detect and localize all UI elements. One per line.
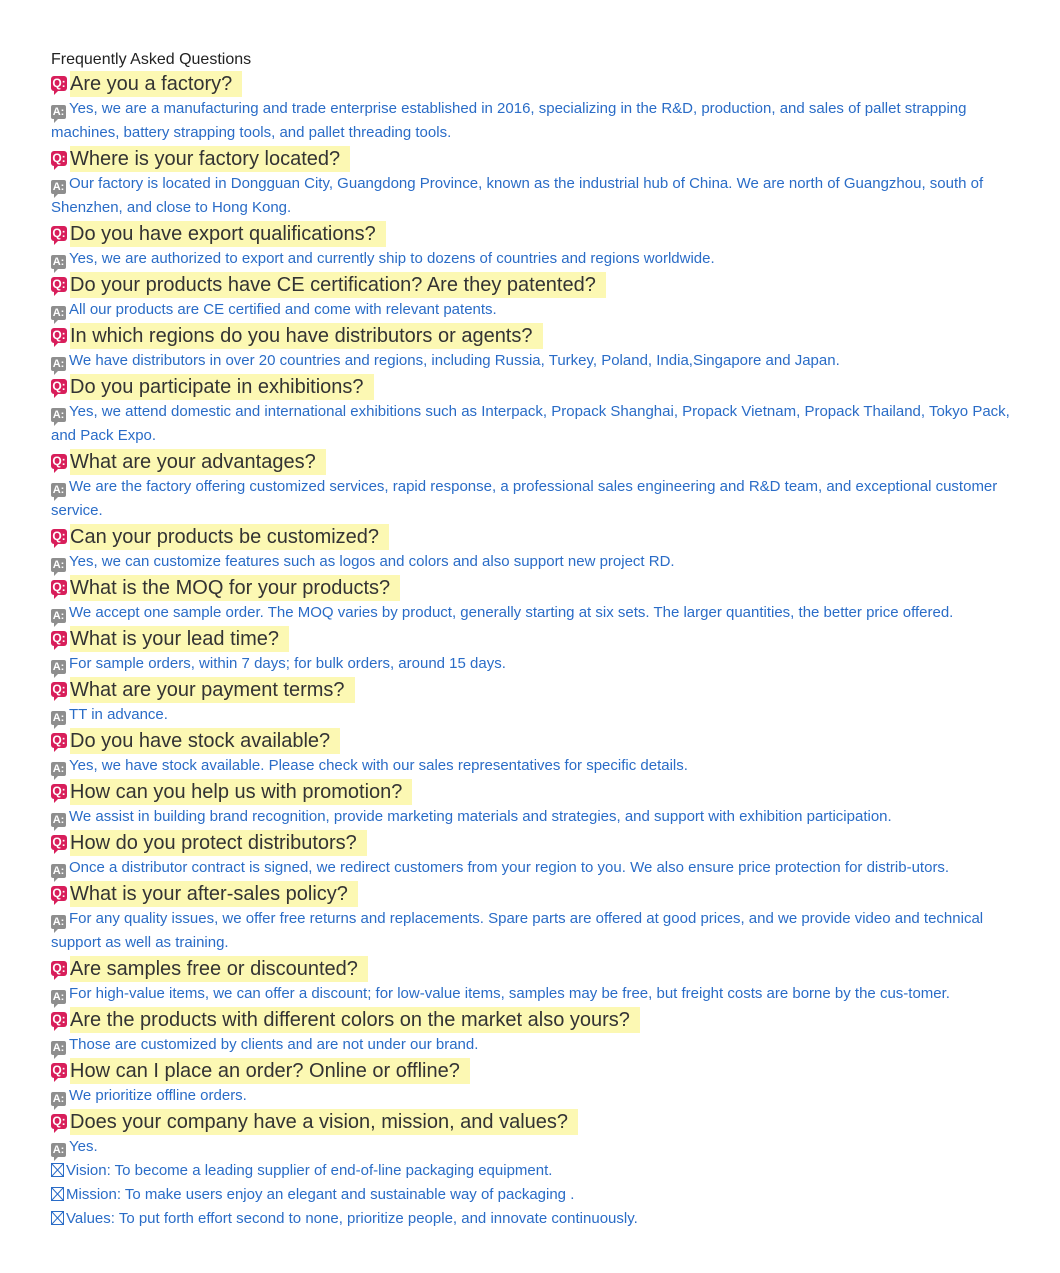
- question-badge-icon: Q:: [52, 1012, 66, 1026]
- question-badge-icon: Q:: [52, 682, 66, 696]
- question-row: [51, 70, 1011, 97]
- question-row: [51, 1006, 1011, 1033]
- answer-text: For sample orders, within 7 days; for bulk orders, around 15 days.: [69, 655, 506, 672]
- answer-badge-icon: A:: [52, 1042, 65, 1054]
- question-text: Do you have export qualifications?: [70, 221, 386, 247]
- answer-text: Our factory is located in Dongguan City, Guangdong Province, known as the industrial hub of China. We are north of Guangzhou, south of Shenzhen, and close to Hong Kong.: [51, 175, 984, 216]
- question-text: Can your products be customized?: [70, 524, 389, 550]
- question-badge-icon: Q:: [52, 379, 66, 393]
- question-row: [51, 727, 1011, 754]
- faq-item: [51, 829, 1011, 880]
- question-badge-icon: Q:: [52, 580, 66, 594]
- faq-list: [51, 70, 1011, 1159]
- question-badge-icon: Q:: [52, 76, 66, 90]
- question-row: [51, 220, 1011, 247]
- faq-item: [51, 880, 1011, 955]
- question-text: Where is your factory located?: [70, 146, 350, 172]
- question-text: Are the products with different colors on the market also yours?: [70, 1007, 640, 1033]
- answer-badge-icon: A:: [52, 409, 65, 421]
- answer-row: [51, 754, 1011, 778]
- answer-badge-icon: A:: [52, 106, 65, 118]
- question-text: What are your payment terms?: [70, 677, 355, 703]
- statement-text: Vision: To become a leading supplier of end-of-line packaging equipment.: [66, 1162, 553, 1179]
- answer-text: Yes.: [69, 1138, 98, 1155]
- question-badge-icon: Q:: [52, 1063, 66, 1077]
- answer-row: [51, 550, 1011, 574]
- statement-text: Values: To put forth effort second to none, prioritize people, and innovate continuously.: [66, 1210, 638, 1227]
- answer-row: [51, 982, 1011, 1006]
- answer-badge-icon: A:: [52, 484, 65, 496]
- answer-row: [51, 601, 1011, 625]
- answer-row: [51, 805, 1011, 829]
- answer-row: [51, 400, 1011, 448]
- faq-item: [51, 373, 1011, 448]
- question-row: [51, 523, 1011, 550]
- question-badge-icon: Q:: [52, 886, 66, 900]
- answer-text: We prioritize offline orders.: [69, 1087, 247, 1104]
- question-row: [51, 625, 1011, 652]
- question-badge-icon: Q:: [52, 733, 66, 747]
- faq-item: [51, 727, 1011, 778]
- faq-page: [51, 50, 1011, 1231]
- question-row: [51, 676, 1011, 703]
- answer-badge-icon: A:: [52, 763, 65, 775]
- faq-item: [51, 322, 1011, 373]
- question-row: [51, 145, 1011, 172]
- question-row: [51, 1108, 1011, 1135]
- question-badge-icon: Q:: [52, 328, 66, 342]
- faq-item: [51, 676, 1011, 727]
- faq-item: [51, 220, 1011, 271]
- answer-badge-icon: A:: [52, 916, 65, 928]
- answer-row: [51, 349, 1011, 373]
- question-badge-icon: Q:: [52, 784, 66, 798]
- answer-row: [51, 247, 1011, 271]
- answer-badge-icon: A:: [52, 661, 65, 673]
- answer-row: [51, 856, 1011, 880]
- boxed-x-icon: [51, 1187, 64, 1201]
- question-row: [51, 829, 1011, 856]
- answer-text: Those are customized by clients and are not under our brand.: [69, 1036, 479, 1053]
- faq-item: [51, 271, 1011, 322]
- boxed-x-icon: [51, 1163, 64, 1177]
- question-row: [51, 880, 1011, 907]
- faq-item: [51, 448, 1011, 523]
- question-text: Do you have stock available?: [70, 728, 340, 754]
- question-text: In which regions do you have distributors or agents?: [70, 323, 543, 349]
- answer-badge-icon: A:: [52, 865, 65, 877]
- faq-item: [51, 523, 1011, 574]
- answer-text: Yes, we are a manufacturing and trade enterprise established in 2016, specializing in the R&D, production, and sales of pallet strapping machines, battery strapping tools, and pallet threading tools.: [51, 100, 967, 141]
- answer-text: For high-value items, we can offer a discount; for low-value items, samples may be free, but freight costs are borne by the cus-tomer.: [69, 985, 950, 1002]
- answer-badge-icon: A:: [52, 712, 65, 724]
- question-text: How can you help us with promotion?: [70, 779, 412, 805]
- question-row: [51, 448, 1011, 475]
- answer-text: Yes, we have stock available. Please check with our sales representatives for specific details.: [69, 757, 688, 774]
- answer-badge-icon: A:: [52, 559, 65, 571]
- question-text: How do you protect distributors?: [70, 830, 367, 856]
- answer-text: For any quality issues, we offer free returns and replacements. Spare parts are offered at good prices, and we provide video and technical support as well as training.: [51, 910, 984, 951]
- answer-text: All our products are CE certified and come with relevant patents.: [69, 301, 497, 318]
- question-text: Does your company have a vision, mission, and values?: [70, 1109, 578, 1135]
- question-row: [51, 955, 1011, 982]
- answer-row: [51, 97, 1011, 145]
- question-text: How can I place an order? Online or offline?: [70, 1058, 470, 1084]
- question-badge-icon: Q:: [52, 529, 66, 543]
- answer-row: [51, 907, 1011, 955]
- question-badge-icon: Q:: [52, 1114, 66, 1128]
- answer-row: [51, 703, 1011, 727]
- answer-badge-icon: A:: [52, 610, 65, 622]
- answer-text: Yes, we can customize features such as logos and colors and also support new project RD.: [69, 553, 675, 570]
- question-row: [51, 322, 1011, 349]
- answer-row: [51, 652, 1011, 676]
- question-row: [51, 373, 1011, 400]
- faq-item: [51, 145, 1011, 220]
- answer-text: We accept one sample order. The MOQ varies by product, generally starting at six sets. The larger quantities, the better price offered.: [69, 604, 954, 621]
- question-badge-icon: Q:: [52, 277, 66, 291]
- answer-row: [51, 298, 1011, 322]
- faq-item: [51, 955, 1011, 1006]
- answer-badge-icon: A:: [52, 1144, 65, 1156]
- answer-text: TT in advance.: [69, 706, 168, 723]
- answer-text: We assist in building brand recognition, provide marketing materials and strategies, and support with exhibition participation.: [69, 808, 892, 825]
- boxed-x-icon: [51, 1211, 64, 1225]
- question-badge-icon: Q:: [52, 226, 66, 240]
- statement-line: [51, 1183, 1011, 1207]
- statement-text: Mission: To make users enjoy an elegant and sustainable way of packaging .: [66, 1186, 575, 1203]
- question-badge-icon: Q:: [52, 961, 66, 975]
- answer-badge-icon: A:: [52, 358, 65, 370]
- faq-item: [51, 1006, 1011, 1057]
- question-text: Do your products have CE certification? Are they patented?: [70, 272, 606, 298]
- answer-row: [51, 172, 1011, 220]
- question-text: Do you participate in exhibitions?: [70, 374, 374, 400]
- question-text: What are your advantages?: [70, 449, 326, 475]
- faq-item: [51, 1108, 1011, 1159]
- answer-badge-icon: A:: [52, 181, 65, 193]
- answer-badge-icon: A:: [52, 307, 65, 319]
- answer-text: Yes, we attend domestic and international exhibitions such as Interpack, Propack Shanghai, Propack Vietnam, Propack Thailand, Tokyo Pack, and Pack Expo.: [51, 403, 1010, 444]
- question-badge-icon: Q:: [52, 454, 66, 468]
- answer-text: Yes, we are authorized to export and currently ship to dozens of countries and regions worldwide.: [69, 250, 715, 267]
- question-text: What is your after-sales policy?: [70, 881, 358, 907]
- answer-badge-icon: A:: [52, 814, 65, 826]
- faq-item: [51, 625, 1011, 676]
- question-row: [51, 778, 1011, 805]
- question-text: What is your lead time?: [70, 626, 289, 652]
- answer-row: [51, 1084, 1011, 1108]
- statement-line: [51, 1159, 1011, 1183]
- answer-row: [51, 1033, 1011, 1057]
- answer-row: [51, 475, 1011, 523]
- question-row: [51, 574, 1011, 601]
- question-row: [51, 271, 1011, 298]
- page-title: Frequently Asked Questions: [51, 51, 252, 68]
- answer-text: Once a distributor contract is signed, we redirect customers from your region to you. We also ensure price protection for distrib-utors.: [69, 859, 950, 876]
- faq-item: [51, 778, 1011, 829]
- question-badge-icon: Q:: [52, 835, 66, 849]
- question-badge-icon: Q:: [52, 151, 66, 165]
- answer-text: We have distributors in over 20 countries and regions, including Russia, Turkey, Poland, India,Singapore and Japan.: [69, 352, 840, 369]
- question-text: Are samples free or discounted?: [70, 956, 368, 982]
- faq-item: [51, 574, 1011, 625]
- faq-item: [51, 1057, 1011, 1108]
- question-badge-icon: Q:: [52, 631, 66, 645]
- answer-badge-icon: A:: [52, 991, 65, 1003]
- company-statements: [51, 1159, 1011, 1231]
- question-row: [51, 1057, 1011, 1084]
- answer-badge-icon: A:: [52, 256, 65, 268]
- answer-text: We are the factory offering customized services, rapid response, a professional sales engineering and R&D team, and exceptional customer service.: [51, 478, 998, 519]
- question-text: What is the MOQ for your products?: [70, 575, 400, 601]
- answer-row: [51, 1135, 1011, 1159]
- statement-line: [51, 1207, 1011, 1231]
- answer-badge-icon: A:: [52, 1093, 65, 1105]
- question-text: Are you a factory?: [70, 71, 242, 97]
- faq-item: [51, 70, 1011, 145]
